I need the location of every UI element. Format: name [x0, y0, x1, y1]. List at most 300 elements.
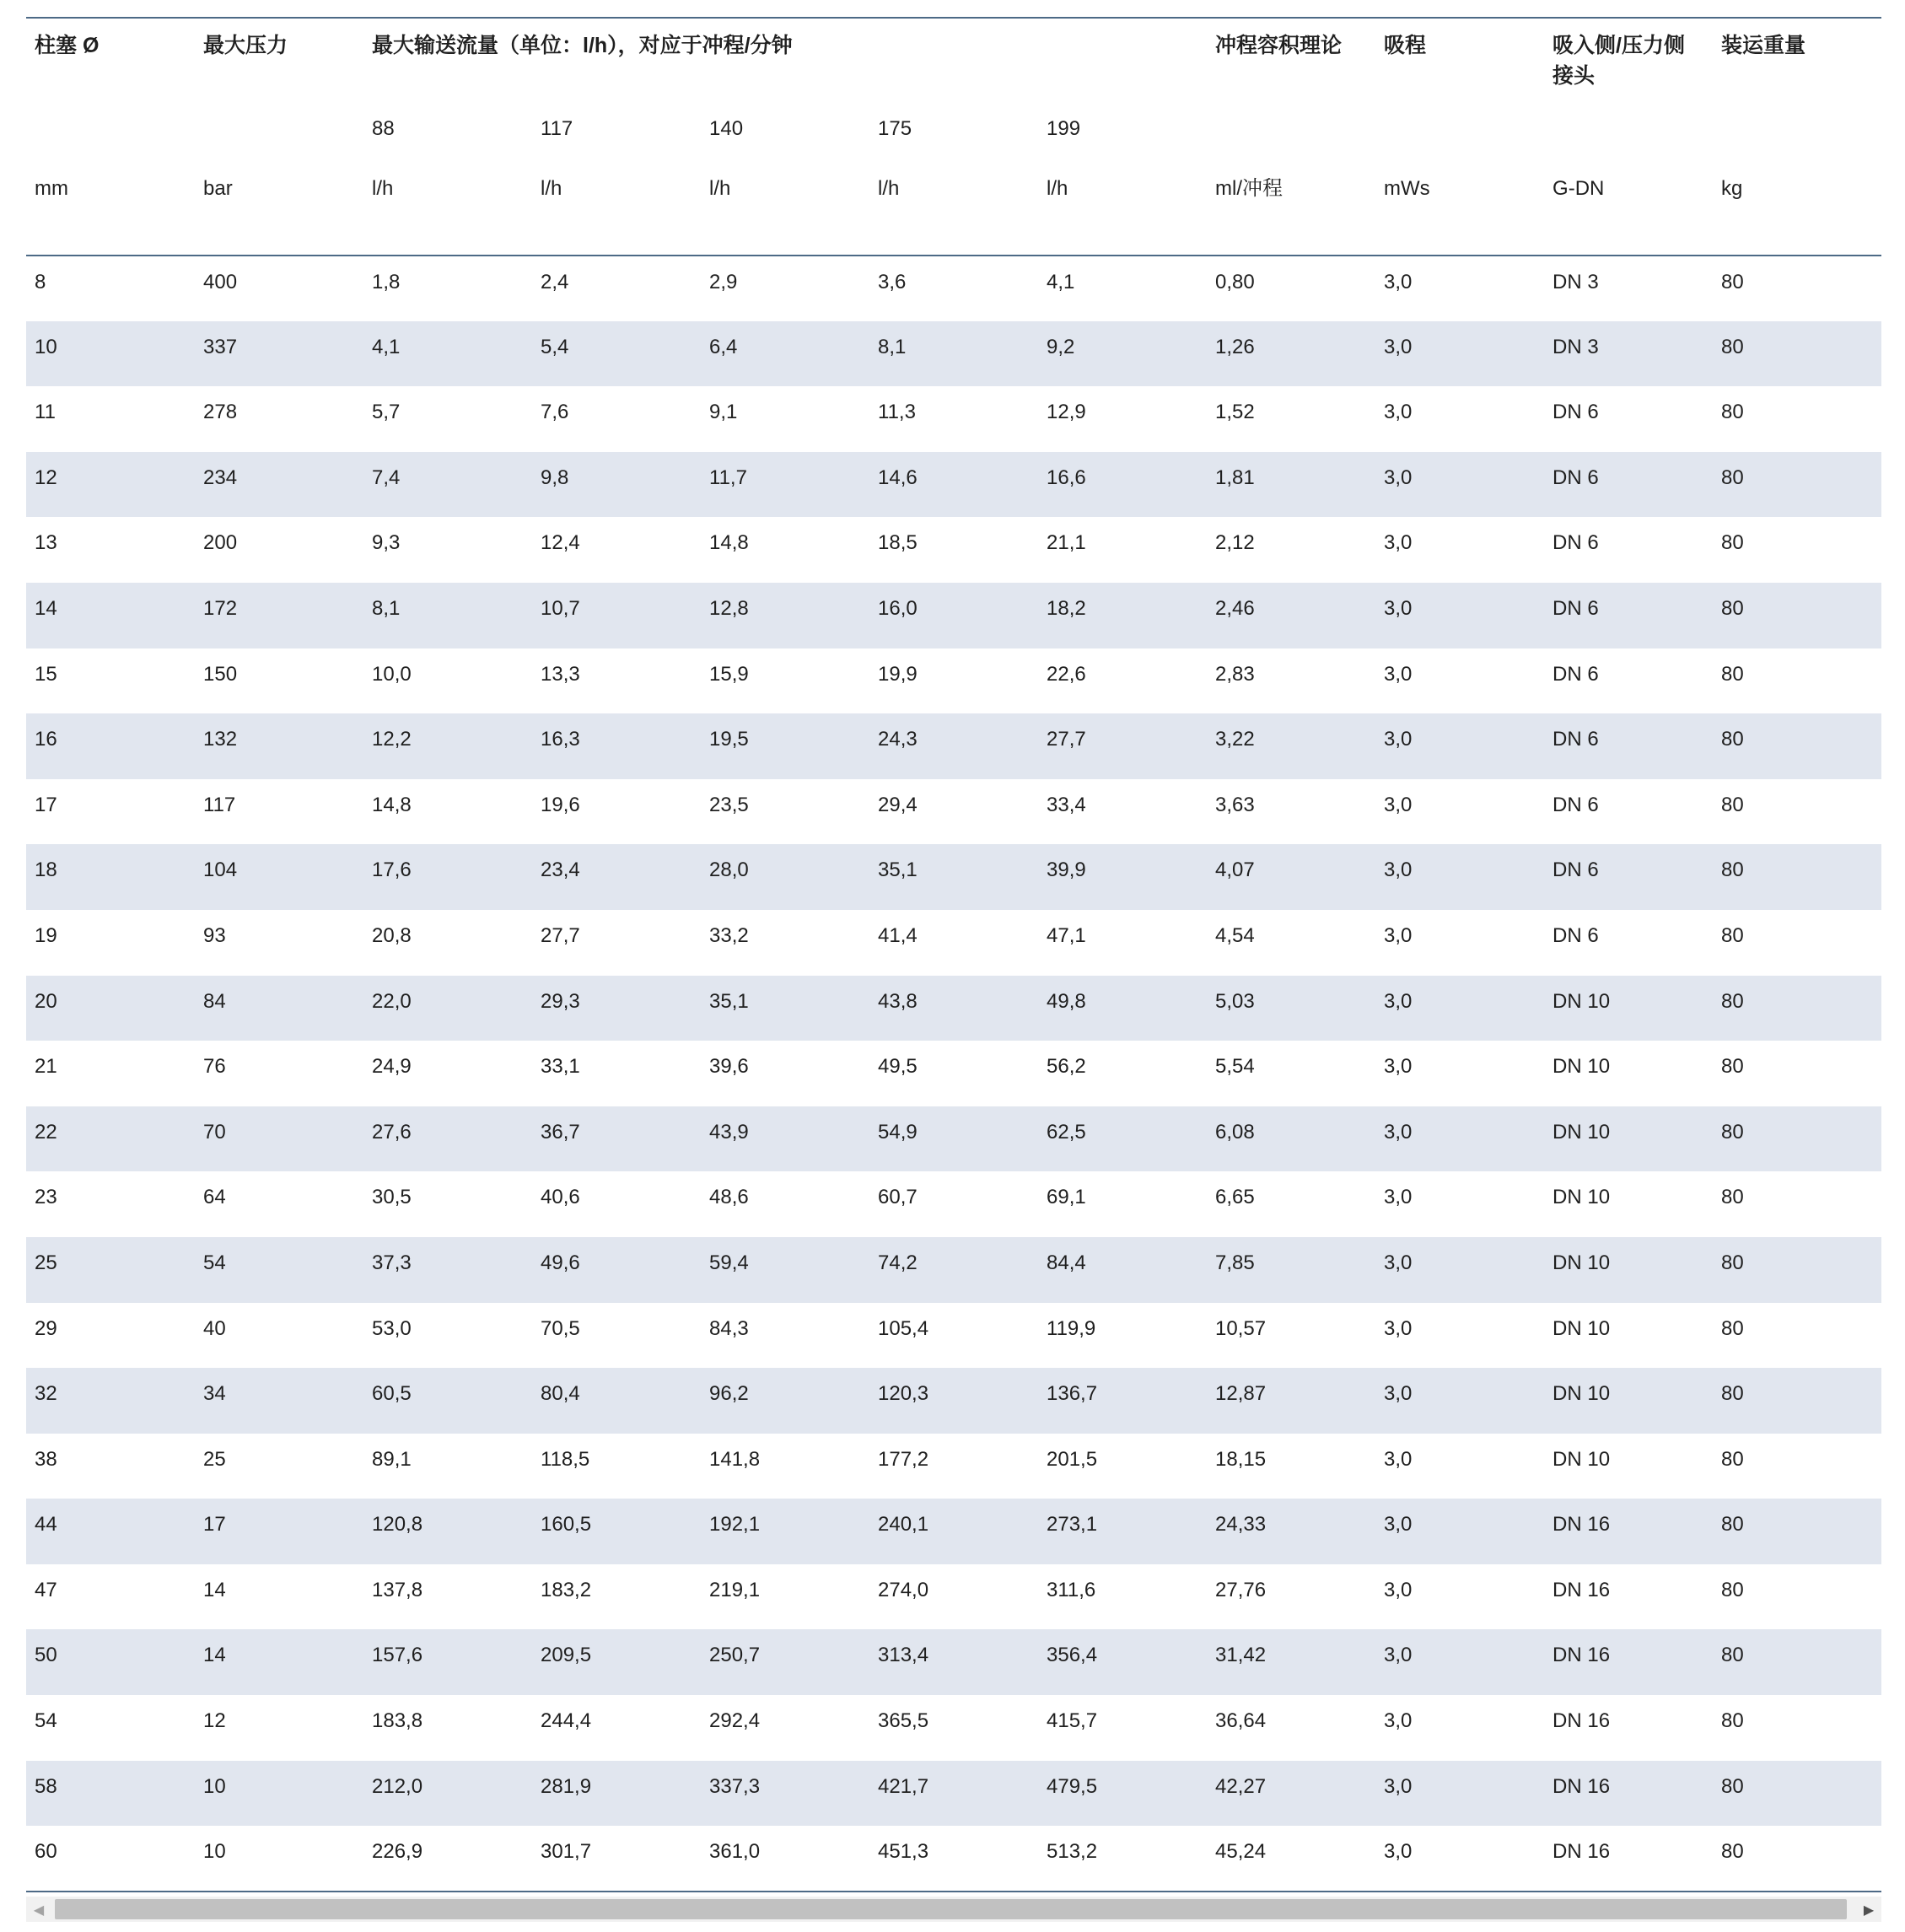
unit-cell: G-DN	[1544, 164, 1713, 256]
cell-plunger-diameter: 14	[26, 583, 195, 648]
cell-flow-199: 49,8	[1038, 976, 1207, 1041]
cell-flow-140: 2,9	[709, 271, 738, 293]
header-strokes-empty	[26, 105, 195, 164]
cell-flow-140: 15,9	[709, 662, 749, 686]
cell-plunger-diameter: 60	[26, 1826, 195, 1892]
header-strokes-empty	[1544, 105, 1713, 164]
cell-flow-199: 22,6	[1047, 662, 1086, 686]
cell-plunger-diameter: 8	[35, 271, 46, 293]
cell-plunger-diameter: 22	[26, 1106, 195, 1172]
cell-shipping-weight: 80	[1713, 1106, 1881, 1172]
header-suction-lift: 吸程	[1375, 18, 1544, 105]
cell-suction-lift: 3,0	[1384, 1316, 1413, 1340]
cell-plunger-diameter: 29	[35, 1316, 57, 1340]
cell-flow-117: 10,7	[532, 583, 701, 648]
cell-max-pressure: 12	[203, 1709, 226, 1733]
cell-plunger-diameter: 12	[26, 452, 195, 518]
cell-max-pressure: 104	[195, 844, 363, 910]
cell-flow-117: 2,4	[541, 271, 569, 293]
cell-connection: DN 10	[1544, 1106, 1713, 1172]
cell-stroke-volume: 5,54	[1215, 1055, 1255, 1079]
cell-flow-199: 201,5	[1047, 1447, 1098, 1471]
cell-flow-175: 35,1	[869, 844, 1038, 910]
cell-suction-lift: 3,0	[1375, 1761, 1544, 1827]
cell-flow-140: 292,4	[709, 1709, 761, 1733]
cell-plunger-diameter: 10	[26, 321, 195, 387]
cell-max-pressure: 93	[203, 923, 226, 947]
header-strokes-117: 117	[541, 117, 573, 140]
cell-flow-117: 9,8	[532, 452, 701, 518]
cell-suction-lift: 3,0	[1384, 923, 1413, 947]
table-row	[26, 1041, 1881, 1106]
cell-flow-117: 183,2	[541, 1578, 592, 1601]
cell-connection: DN 6	[1553, 531, 1599, 555]
header-strokes-empty	[195, 105, 363, 164]
cell-flow-117: 12,4	[541, 531, 580, 555]
cell-flow-199: 21,1	[1047, 531, 1086, 555]
cell-flow-140: 219,1	[709, 1578, 761, 1601]
cell-flow-140: 84,3	[709, 1316, 749, 1340]
cell-flow-175: 240,1	[869, 1499, 1038, 1564]
cell-suction-lift: 3,0	[1375, 1106, 1544, 1172]
table-row	[26, 1761, 1881, 1827]
cell-max-pressure: 25	[203, 1447, 226, 1471]
cell-flow-175: 11,3	[878, 401, 916, 424]
cell-flow-117: 16,3	[532, 713, 701, 779]
cell-plunger-diameter: 11	[35, 401, 56, 424]
cell-flow-88: 60,5	[363, 1368, 532, 1434]
cell-max-pressure: 40	[203, 1316, 226, 1340]
cell-connection: DN 6	[1553, 662, 1599, 686]
table-row	[26, 779, 1881, 845]
header-strokes-empty	[1207, 105, 1375, 164]
cell-stroke-volume: 18,15	[1215, 1447, 1267, 1471]
cell-flow-88: 37,3	[363, 1237, 532, 1303]
table-row	[26, 844, 1881, 910]
header-strokes-row	[26, 105, 1881, 164]
cell-flow-140: 14,8	[709, 531, 749, 555]
cell-shipping-weight: 80	[1721, 1055, 1744, 1079]
cell-shipping-weight: 80	[1721, 793, 1744, 816]
scroll-left-arrow-icon[interactable]: ◀	[33, 1901, 45, 1918]
cell-flow-199: 33,4	[1047, 793, 1086, 816]
cell-shipping-weight: 80	[1713, 844, 1881, 910]
table-row	[26, 321, 1881, 387]
cell-flow-117: 36,7	[532, 1106, 701, 1172]
cell-max-pressure: 64	[203, 1186, 226, 1209]
cell-stroke-volume: 1,52	[1215, 401, 1255, 424]
scroll-right-arrow-icon[interactable]: ▶	[1863, 1901, 1875, 1918]
cell-stroke-volume: 3,63	[1215, 793, 1255, 816]
cell-stroke-volume: 42,27	[1207, 1761, 1375, 1827]
unit-cell: l/h	[363, 164, 532, 256]
cell-flow-199: 39,9	[1038, 844, 1207, 910]
cell-flow-140: 33,2	[709, 923, 749, 947]
cell-flow-117: 5,4	[532, 321, 701, 387]
cell-shipping-weight: 80	[1713, 1629, 1881, 1695]
cell-plunger-diameter: 17	[35, 793, 57, 816]
table-row	[26, 386, 1881, 452]
cell-connection: DN 6	[1553, 401, 1599, 424]
cell-flow-88: 9,3	[372, 531, 401, 555]
unit-cell: l/h	[869, 164, 1038, 256]
header-strokes-199: 199	[1047, 117, 1081, 140]
cell-plunger-diameter: 13	[35, 531, 57, 555]
cell-max-pressure: 10	[195, 1761, 363, 1827]
cell-plunger-diameter: 19	[35, 923, 57, 947]
cell-stroke-volume: 2,46	[1207, 583, 1375, 648]
cell-stroke-volume: 27,76	[1215, 1578, 1267, 1601]
cell-flow-175: 60,7	[878, 1186, 918, 1209]
cell-suction-lift: 3,0	[1375, 1368, 1544, 1434]
cell-connection: DN 3	[1544, 321, 1713, 387]
cell-suction-lift: 3,0	[1375, 976, 1544, 1041]
header-title-row	[26, 18, 1881, 105]
cell-flow-88: 53,0	[372, 1316, 412, 1340]
cell-flow-88: 4,1	[363, 321, 532, 387]
cell-flow-175: 16,0	[869, 583, 1038, 648]
cell-flow-199: 47,1	[1047, 923, 1086, 947]
cell-max-pressure: 70	[195, 1106, 363, 1172]
cell-connection: DN 10	[1544, 1368, 1713, 1434]
cell-max-pressure: 172	[195, 583, 363, 648]
cell-flow-199: 69,1	[1047, 1186, 1086, 1209]
cell-flow-88: 10,0	[372, 662, 412, 686]
header-stroke-volume: 冲程容积理论	[1207, 18, 1375, 105]
table-header	[26, 18, 1881, 256]
cell-suction-lift: 3,0	[1384, 531, 1413, 555]
cell-shipping-weight: 80	[1713, 583, 1881, 648]
cell-max-pressure: 84	[195, 976, 363, 1041]
cell-flow-140: 43,9	[701, 1106, 869, 1172]
cell-flow-88: 27,6	[363, 1106, 532, 1172]
cell-plunger-diameter: 18	[26, 844, 195, 910]
cell-flow-140: 96,2	[701, 1368, 869, 1434]
cell-flow-88: 89,1	[372, 1447, 412, 1471]
cell-shipping-weight: 80	[1721, 1578, 1744, 1601]
cell-flow-117: 33,1	[541, 1055, 580, 1079]
cell-connection: DN 10	[1544, 1237, 1713, 1303]
cell-flow-88: 183,8	[372, 1709, 423, 1733]
cell-flow-140: 337,3	[701, 1761, 869, 1827]
header-strokes-empty	[1713, 105, 1881, 164]
cell-connection: DN 6	[1544, 452, 1713, 518]
cell-suction-lift: 3,0	[1375, 321, 1544, 387]
cell-flow-117: 70,5	[541, 1316, 580, 1340]
cell-suction-lift: 3,0	[1384, 793, 1413, 816]
cell-flow-199: 273,1	[1038, 1499, 1207, 1564]
unit-cell: l/h	[532, 164, 701, 256]
cell-flow-140: 361,0	[701, 1826, 869, 1892]
table-row	[26, 452, 1881, 518]
cell-connection: DN 10	[1553, 1186, 1611, 1209]
unit-cell: kg	[1713, 164, 1881, 256]
table-row	[26, 1499, 1881, 1564]
header-max-pressure: 最大压力	[195, 18, 363, 105]
cell-flow-199: 18,2	[1038, 583, 1207, 648]
cell-flow-117: 118,5	[541, 1447, 590, 1471]
cell-shipping-weight: 80	[1721, 1316, 1744, 1340]
cell-connection: DN 3	[1553, 271, 1599, 293]
cell-suction-lift: 3,0	[1375, 844, 1544, 910]
cell-flow-88: 226,9	[363, 1826, 532, 1892]
cell-flow-88: 30,5	[372, 1186, 412, 1209]
cell-flow-88: 120,8	[363, 1499, 532, 1564]
cell-flow-117: 19,6	[541, 793, 580, 816]
cell-suction-lift: 3,0	[1384, 1447, 1413, 1471]
cell-suction-lift: 3,0	[1384, 271, 1413, 293]
cell-flow-140: 48,6	[709, 1186, 749, 1209]
cell-flow-199: 62,5	[1038, 1106, 1207, 1172]
cell-flow-117: 29,3	[532, 976, 701, 1041]
cell-plunger-diameter: 47	[35, 1578, 57, 1601]
cell-flow-117: 13,3	[541, 662, 580, 686]
cell-max-pressure: 400	[203, 271, 238, 293]
cell-flow-140: 250,7	[701, 1629, 869, 1695]
cell-connection: DN 6	[1544, 713, 1713, 779]
cell-suction-lift: 3,0	[1375, 452, 1544, 518]
cell-flow-175: 8,1	[869, 321, 1038, 387]
table-row	[26, 1826, 1881, 1892]
cell-flow-199: 356,4	[1038, 1629, 1207, 1695]
cell-flow-199: 415,7	[1047, 1709, 1098, 1733]
cell-stroke-volume: 31,42	[1207, 1629, 1375, 1695]
cell-plunger-diameter: 32	[26, 1368, 195, 1434]
cell-shipping-weight: 80	[1721, 1186, 1744, 1209]
table-row	[26, 1564, 1881, 1630]
cell-shipping-weight: 80	[1721, 531, 1744, 555]
cell-suction-lift: 3,0	[1384, 1186, 1413, 1209]
cell-flow-117: 301,7	[532, 1826, 701, 1892]
cell-flow-199: 84,4	[1038, 1237, 1207, 1303]
table-row	[26, 648, 1881, 714]
header-max-flow: 最大输送流量（单位：l/h），对应于冲程/分钟	[363, 18, 1207, 105]
cell-shipping-weight: 80	[1713, 1368, 1881, 1434]
cell-shipping-weight: 80	[1721, 271, 1744, 293]
cell-flow-175: 43,8	[869, 976, 1038, 1041]
cell-stroke-volume: 0,80	[1215, 271, 1255, 293]
cell-connection: DN 16	[1544, 1826, 1713, 1892]
table-row	[26, 1171, 1881, 1237]
cell-shipping-weight: 80	[1713, 713, 1881, 779]
cell-connection: DN 16	[1553, 1709, 1611, 1733]
cell-connection: DN 10	[1544, 976, 1713, 1041]
cell-flow-117: 7,6	[541, 401, 569, 424]
cell-connection: DN 10	[1553, 1055, 1611, 1079]
cell-flow-175: 421,7	[869, 1761, 1038, 1827]
cell-connection: DN 10	[1553, 1447, 1611, 1471]
cell-connection: DN 6	[1553, 923, 1599, 947]
cell-flow-88: 157,6	[363, 1629, 532, 1695]
cell-stroke-volume: 6,65	[1215, 1186, 1255, 1209]
cell-flow-117: 40,6	[541, 1186, 580, 1209]
cell-connection: DN 6	[1544, 844, 1713, 910]
cell-flow-88: 22,0	[363, 976, 532, 1041]
header-shipping-weight: 装运重量	[1713, 18, 1881, 105]
cell-max-pressure: 117	[203, 793, 236, 816]
cell-flow-175: 274,0	[878, 1578, 929, 1601]
cell-stroke-volume: 1,26	[1207, 321, 1375, 387]
header-plunger-diameter: 柱塞 Ø	[26, 18, 195, 105]
cell-flow-199: 27,7	[1038, 713, 1207, 779]
cell-flow-117: 209,5	[532, 1629, 701, 1695]
scrollbar-thumb[interactable]	[55, 1899, 1847, 1919]
cell-suction-lift: 3,0	[1375, 1499, 1544, 1564]
cell-connection: DN 6	[1553, 793, 1599, 816]
cell-stroke-volume: 45,24	[1207, 1826, 1375, 1892]
cell-flow-140: 11,7	[701, 452, 869, 518]
cell-plunger-diameter: 21	[35, 1055, 57, 1079]
cell-flow-140: 59,4	[701, 1237, 869, 1303]
cell-flow-140: 141,8	[709, 1447, 761, 1471]
cell-flow-175: 3,6	[878, 271, 907, 293]
cell-suction-lift: 3,0	[1375, 1629, 1544, 1695]
cell-shipping-weight: 80	[1713, 452, 1881, 518]
cell-plunger-diameter: 38	[35, 1447, 57, 1471]
cell-flow-140: 39,6	[709, 1055, 749, 1079]
header-strokes-88: 88	[372, 117, 395, 140]
table-row	[26, 1106, 1881, 1172]
cell-flow-140: 28,0	[701, 844, 869, 910]
cell-max-pressure: 132	[195, 713, 363, 779]
cell-flow-117: 160,5	[532, 1499, 701, 1564]
cell-connection: DN 16	[1544, 1629, 1713, 1695]
cell-plunger-diameter: 20	[26, 976, 195, 1041]
cell-stroke-volume: 2,12	[1215, 531, 1255, 555]
cell-flow-175: 18,5	[878, 531, 918, 555]
cell-suction-lift: 3,0	[1384, 1709, 1413, 1733]
cell-max-pressure: 34	[195, 1368, 363, 1434]
header-strokes-140: 140	[709, 117, 744, 140]
header-connection: 吸入侧/压力侧接头	[1544, 18, 1713, 105]
cell-flow-140: 35,1	[701, 976, 869, 1041]
unit-cell: bar	[195, 164, 363, 256]
cell-flow-140: 19,5	[701, 713, 869, 779]
cell-flow-88: 14,8	[372, 793, 412, 816]
table-row	[26, 976, 1881, 1041]
table-row	[26, 1629, 1881, 1695]
cell-plunger-diameter: 54	[35, 1709, 57, 1733]
cell-flow-88: 212,0	[363, 1761, 532, 1827]
cell-shipping-weight: 80	[1721, 1447, 1744, 1471]
table-row	[26, 517, 1881, 583]
cell-flow-88: 12,2	[363, 713, 532, 779]
cell-flow-175: 24,3	[869, 713, 1038, 779]
cell-flow-175: 41,4	[878, 923, 918, 947]
cell-shipping-weight: 80	[1713, 1761, 1881, 1827]
pump-spec-table-container	[26, 17, 1881, 1892]
cell-connection: DN 6	[1544, 583, 1713, 648]
cell-flow-175: 29,4	[878, 793, 918, 816]
cell-flow-117: 80,4	[532, 1368, 701, 1434]
cell-connection: DN 10	[1553, 1316, 1611, 1340]
cell-flow-117: 281,9	[532, 1761, 701, 1827]
cell-plunger-diameter: 44	[26, 1499, 195, 1564]
cell-suction-lift: 3,0	[1375, 1826, 1544, 1892]
cell-flow-88: 20,8	[372, 923, 412, 947]
cell-suction-lift: 3,0	[1375, 713, 1544, 779]
cell-connection: DN 16	[1553, 1578, 1611, 1601]
cell-suction-lift: 3,0	[1384, 662, 1413, 686]
cell-plunger-diameter: 58	[26, 1761, 195, 1827]
table-row	[26, 1368, 1881, 1434]
cell-max-pressure: 76	[203, 1055, 226, 1079]
cell-stroke-volume: 10,57	[1215, 1316, 1267, 1340]
cell-stroke-volume: 7,85	[1207, 1237, 1375, 1303]
cell-max-pressure: 14	[203, 1578, 226, 1601]
cell-flow-199: 4,1	[1047, 271, 1075, 293]
cell-max-pressure: 200	[203, 531, 238, 555]
cell-stroke-volume: 4,07	[1207, 844, 1375, 910]
cell-stroke-volume: 1,81	[1207, 452, 1375, 518]
cell-shipping-weight: 80	[1713, 976, 1881, 1041]
cell-flow-140: 12,8	[701, 583, 869, 648]
cell-flow-88: 5,7	[372, 401, 401, 424]
unit-cell: mm	[26, 164, 195, 256]
header-strokes-175: 175	[878, 117, 912, 140]
cell-flow-199: 56,2	[1047, 1055, 1086, 1079]
table-row	[26, 256, 1881, 321]
cell-suction-lift: 3,0	[1384, 401, 1413, 424]
cell-max-pressure: 54	[195, 1237, 363, 1303]
cell-flow-175: 14,6	[869, 452, 1038, 518]
cell-flow-199: 479,5	[1038, 1761, 1207, 1827]
cell-flow-199: 119,9	[1047, 1316, 1096, 1340]
cell-flow-175: 105,4	[878, 1316, 929, 1340]
cell-shipping-weight: 80	[1713, 1826, 1881, 1892]
cell-suction-lift: 3,0	[1375, 583, 1544, 648]
header-strokes-empty	[1375, 105, 1544, 164]
cell-flow-117: 23,4	[532, 844, 701, 910]
cell-stroke-volume: 5,03	[1207, 976, 1375, 1041]
cell-flow-117: 27,7	[541, 923, 580, 947]
table-row	[26, 713, 1881, 779]
cell-connection: DN 16	[1544, 1761, 1713, 1827]
cell-flow-175: 120,3	[869, 1368, 1038, 1434]
cell-max-pressure: 234	[195, 452, 363, 518]
cell-stroke-volume: 12,87	[1207, 1368, 1375, 1434]
cell-shipping-weight: 80	[1721, 923, 1744, 947]
cell-stroke-volume: 36,64	[1215, 1709, 1267, 1733]
cell-flow-175: 49,5	[878, 1055, 918, 1079]
cell-shipping-weight: 80	[1721, 662, 1744, 686]
cell-flow-175: 313,4	[869, 1629, 1038, 1695]
cell-plunger-diameter: 15	[35, 662, 57, 686]
cell-flow-140: 192,1	[701, 1499, 869, 1564]
cell-max-pressure: 337	[195, 321, 363, 387]
table-row	[26, 1303, 1881, 1369]
cell-flow-88: 1,8	[372, 271, 401, 293]
cell-flow-88: 7,4	[363, 452, 532, 518]
cell-connection: DN 16	[1544, 1499, 1713, 1564]
horizontal-scrollbar[interactable]	[26, 1897, 1881, 1922]
cell-plunger-diameter: 50	[26, 1629, 195, 1695]
table-row	[26, 1695, 1881, 1761]
cell-shipping-weight: 80	[1713, 1237, 1881, 1303]
cell-flow-175: 54,9	[869, 1106, 1038, 1172]
cell-shipping-weight: 80	[1721, 1709, 1744, 1733]
cell-shipping-weight: 80	[1721, 401, 1744, 424]
cell-flow-199: 9,2	[1038, 321, 1207, 387]
cell-max-pressure: 150	[203, 662, 238, 686]
cell-flow-88: 24,9	[372, 1055, 412, 1079]
cell-flow-175: 74,2	[869, 1237, 1038, 1303]
cell-stroke-volume: 3,22	[1207, 713, 1375, 779]
cell-stroke-volume: 6,08	[1207, 1106, 1375, 1172]
cell-flow-88: 137,8	[372, 1578, 423, 1601]
cell-plunger-diameter: 16	[26, 713, 195, 779]
table-row	[26, 583, 1881, 648]
